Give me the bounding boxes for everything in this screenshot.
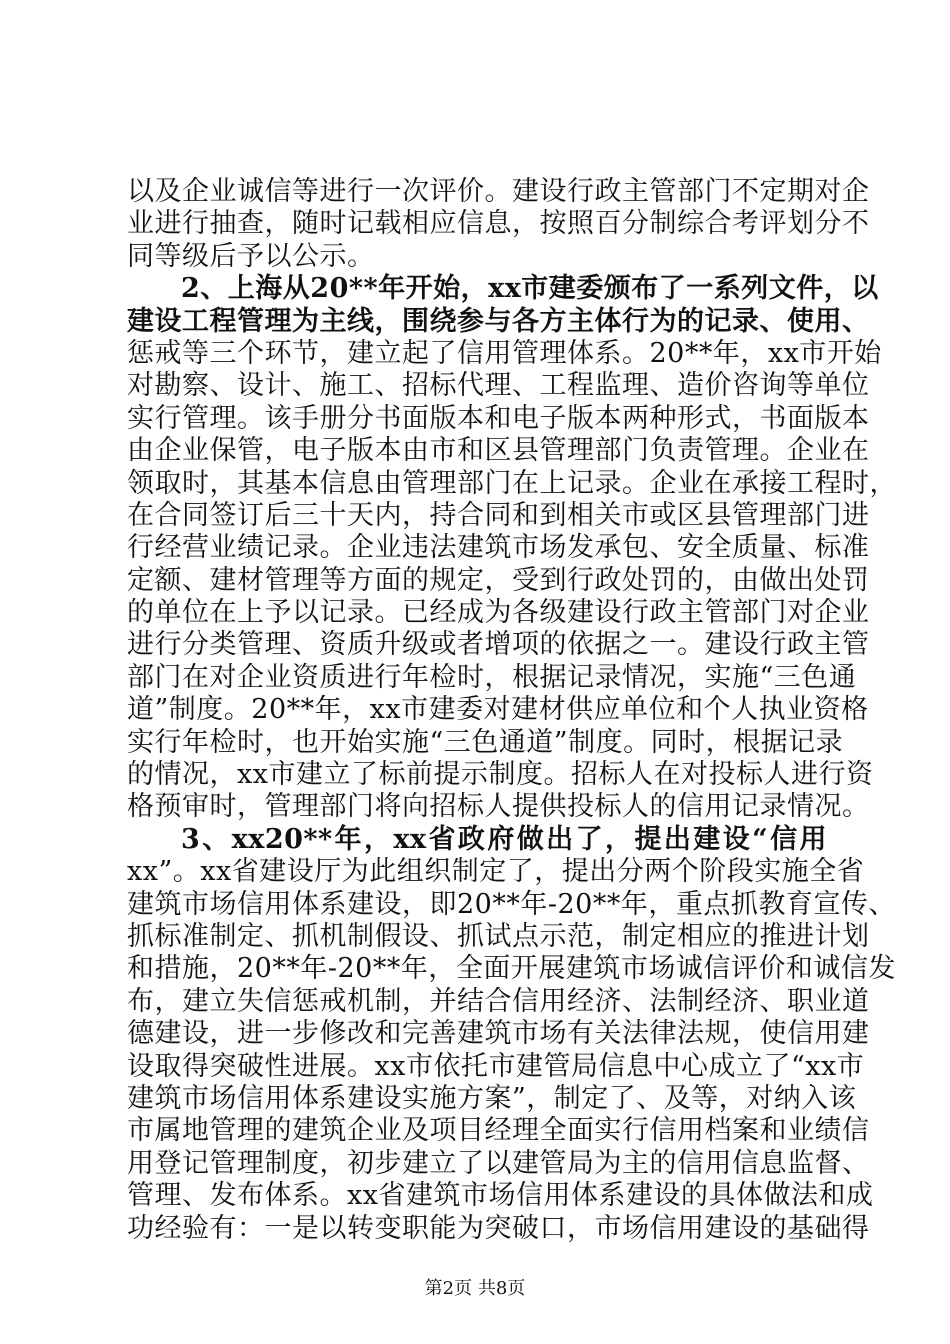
text-line: 同等级后予以公示。 [127, 240, 375, 272]
text-line: 建筑市场信用体系建设，即20**年-20**年，重点抓教育宣传、 [127, 888, 896, 920]
text-line: 道”制度。20**年，xx市建委对建材供应单位和个人执业资格 [127, 694, 869, 726]
text-line: 实行管理。该手册分书面版本和电子版本两种形式，书面版本 [127, 402, 870, 434]
text-line: 建设工程管理为主线，围绕参与各方主体行为的记录、使用、 [127, 305, 870, 337]
text-line: 管理、发布体系。xx省建筑市场信用体系建设的具体做法和成 [127, 1180, 874, 1212]
text-line: 格预审时，管理部门将向招标人提供投标人的信用记录情况。 [127, 791, 870, 823]
text-line: 功经验有：一是以转变职能为突破口，市场信用建设的基础得 [127, 1212, 870, 1244]
text-line: xx”。xx省建设厅为此组织制定了，提出分两个阶段实施全省 [127, 856, 865, 888]
paragraph-province [127, 823, 896, 1245]
text-line: 对勘察、设计、施工、招标代理、工程监理、造价咨询等单位 [127, 370, 870, 402]
text-line: 抓标准制定、抓机制假设、抓试点示范，制定相应的推进计划 [127, 920, 870, 952]
text-line: 行经营业绩记录。企业违法建筑市场发承包、安全质量、标准 [127, 532, 870, 564]
paragraph-continued [127, 176, 870, 273]
text-line: 业进行抽查，随时记载相应信息，按照百分制综合考评划分不 [127, 208, 870, 240]
text-line: 建筑市场信用体系建设实施方案”，制定了、及等，对纳入该 [127, 1082, 857, 1114]
text-line: 在合同签订后三十天内，持合同和到相关市或区县管理部门进 [127, 499, 870, 531]
text-line: 用登记管理制度，初步建立了以建管局为主的信用信息监督、 [127, 1147, 870, 1179]
paragraph-shanghai [127, 273, 897, 824]
text-line: 以及企业诚信等进行一次评价。建设行政主管部门不定期对企 [127, 176, 870, 207]
text-line: 市属地管理的建筑企业及项目经理全面实行信用档案和业绩信 [127, 1115, 870, 1147]
text-line: 和措施，20**年-20**年，全面开展建筑市场诚信评价和诚信发 [127, 953, 896, 985]
document-body [127, 176, 897, 1245]
page-number-footer: 第2页 共8页 [424, 1278, 526, 1299]
text-line: 德建设，进一步修改和完善建筑市场有关法律法规，使信用建 [127, 1018, 870, 1050]
text-line: 实行年检时，也开始实施“三色通道”制度。同时，根据记录 [127, 726, 844, 758]
text-line: 定额、建材管理等方面的规定，受到行政处罚的，由做出处罚 [127, 564, 870, 596]
text-line: 3、xx20**年，xx省政府做出了，提出建设“信用 [181, 823, 827, 855]
text-line: 设取得突破性进展。xx市依托市建管局信息中心成立了“xx市 [127, 1050, 865, 1082]
text-line: 惩戒等三个环节，建立起了信用管理体系。20**年，xx市开始 [127, 337, 882, 369]
text-line: 2、上海从20**年开始，xx市建委颁布了一系列文件，以 [181, 273, 879, 305]
text-line: 布，建立失信惩戒机制，并结合信用经济、法制经济、职业道 [127, 985, 870, 1017]
text-line: 领取时，其基本信息由管理部门在上记录。企业在承接工程时， [127, 467, 897, 499]
text-line: 的单位在上予以记录。已经成为各级建设行政主管部门对企业 [127, 597, 870, 629]
text-line: 由企业保管，电子版本由市和区县管理部门负责管理。企业在 [127, 435, 870, 467]
text-line: 部门在对企业资质进行年检时，根据记录情况，实施“三色通 [127, 661, 857, 693]
text-line: 进行分类管理、资质升级或者增项的依据之一。建设行政主管 [127, 629, 870, 661]
text-line: 的情况，xx市建立了标前提示制度。招标人在对投标人进行资 [127, 759, 874, 791]
